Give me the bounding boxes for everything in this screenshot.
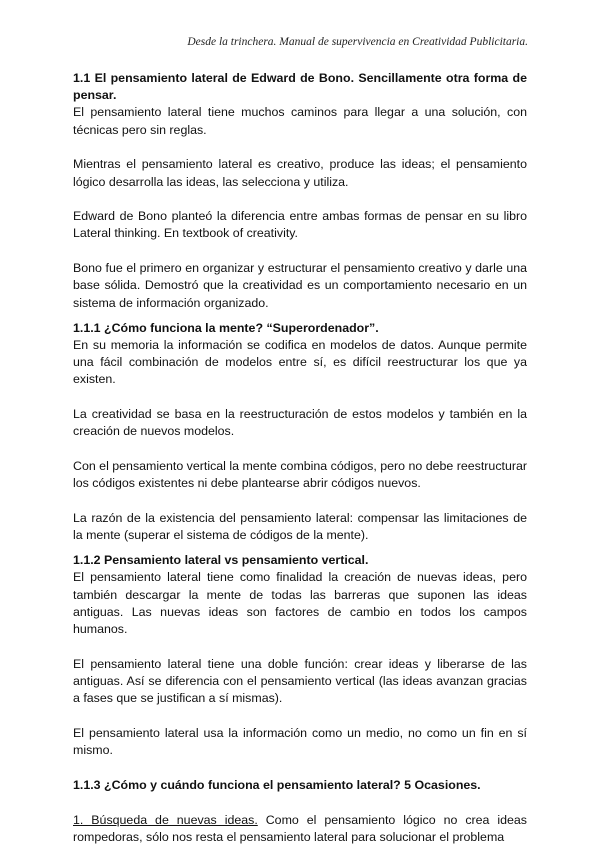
paragraph: Mientras el pensamiento lateral es creativo, produce las ideas; el pensamiento lógico desarrolla las ideas, las selecciona y utiliza. (73, 157, 527, 189)
document-body (73, 70, 527, 846)
paragraph: El pensamiento lateral tiene muchos caminos para llegar a una solución, con técnicas pero sin reglas. (73, 105, 527, 137)
paragraph: La razón de la existencia del pensamiento lateral: compensar las limitaciones de la mente (superar el sistema de códigos de la mente). (73, 510, 527, 543)
paragraph: Edward de Bono planteó la diferencia entre ambas formas de pensar en su libro Lateral thinking. En textbook of creativity. (73, 209, 527, 241)
list-item-label: 1. Búsqueda de nuevas ideas. (73, 812, 258, 827)
paragraph: Con el pensamiento vertical la mente combina códigos, pero no debe reestructurar los códigos existentes ni debe plantearse abrir códigos nuevos. (73, 458, 527, 491)
subsection-heading-1-1-2: 1.1.2 Pensamiento lateral vs pensamiento vertical. (73, 553, 369, 568)
paragraph: La creatividad se basa en la reestructuración de estos modelos y también en la creación de nuevos modelos. (73, 407, 527, 439)
paragraph: El pensamiento lateral tiene como finalidad la creación de nuevas ideas, pero también descargar la mente de todas las barreras que suponen las ideas antiguas. Las nuevas ideas son factores de cambio en todos los campos humanos. (73, 570, 527, 637)
paragraph: El pensamiento lateral tiene una doble función: crear ideas y liberarse de las antiguas. Así se diferencia con el pensamiento vertical (las ideas avanzan gracias a fases que se justifican a sí mismas). (73, 656, 527, 706)
list-item-text: Como el pensamiento lógico no crea ideas rompedoras, sólo nos resta el pensamiento lateral para solucionar el problema (73, 812, 528, 844)
paragraph: En su memoria la información se codifica en modelos de datos. Aunque permite una fácil combinación de modelos entre sí, es difícil reestructurar los que ya existen. (73, 337, 527, 387)
running-header: Desde la trinchera. Manual de supervivencia en Creatividad Publicitaria. (187, 36, 528, 48)
paragraph: Bono fue el primero en organizar y estructurar el pensamiento creativo y darle una base sólida. Demostró que la creatividad es un comportamiento necesario en un sistema de información organizado. (73, 261, 527, 310)
subsection-heading-1-1-3: 1.1.3 ¿Cómo y cuándo funciona el pensamiento lateral? 5 Ocasiones. (73, 777, 481, 792)
section-heading-1-1: 1.1 El pensamiento lateral de Edward de Bono. Sencillamente otra forma de pensar. (73, 71, 527, 103)
list-item (73, 812, 527, 846)
subsection-heading-1-1-1: 1.1.1 ¿Cómo funciona la mente? “Superordenador”. (73, 320, 379, 335)
paragraph: El pensamiento lateral usa la información como un medio, no como un fin en sí mismo. (73, 725, 527, 758)
